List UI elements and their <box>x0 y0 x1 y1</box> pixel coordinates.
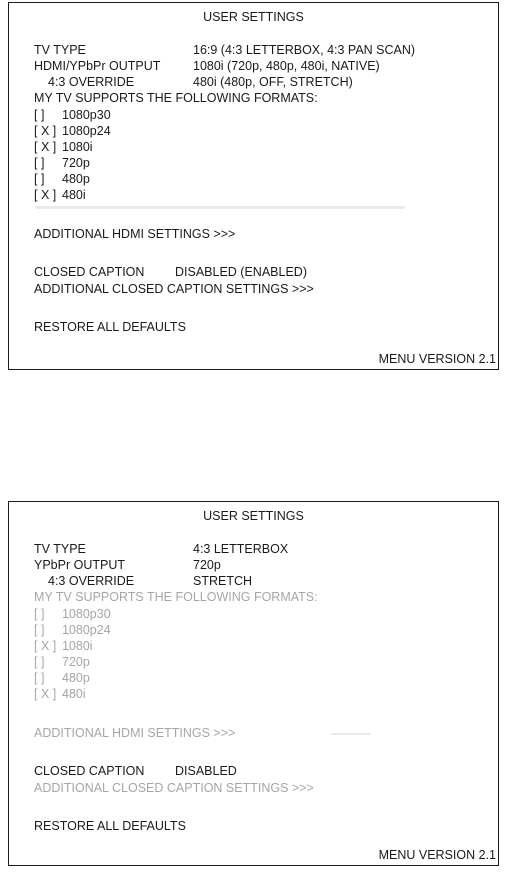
scan-artifact <box>35 206 405 209</box>
setting-output[interactable] <box>34 558 125 573</box>
settings-panel-ypbpr <box>8 501 499 866</box>
format-label: 480i <box>62 687 86 701</box>
cc-settings-link: ADDITIONAL CLOSED CAPTION SETTINGS >>> <box>34 781 314 795</box>
checkbox: [ ] <box>34 671 45 685</box>
checkbox[interactable]: [ ] <box>34 156 45 170</box>
format-item-480i <box>34 687 86 702</box>
format-item-480i[interactable] <box>34 188 86 203</box>
format-item-480p <box>34 671 90 686</box>
closed-caption-value[interactable]: DISABLED <box>175 764 237 778</box>
setting-tv-type[interactable] <box>34 542 86 557</box>
format-label: 1080p24 <box>62 124 111 138</box>
output-value[interactable]: 1080i (720p, 480p, 480i, NATIVE) <box>193 59 380 73</box>
setting-output[interactable] <box>34 59 160 74</box>
checkbox: [ ] <box>34 607 45 621</box>
closed-caption-value[interactable]: DISABLED (ENABLED) <box>175 265 307 279</box>
format-label: 720p <box>62 655 90 669</box>
format-label: 720p <box>62 156 90 170</box>
checkbox: [ ] <box>34 655 45 669</box>
restore-defaults-button[interactable]: RESTORE ALL DEFAULTS <box>34 320 186 334</box>
checkbox: [ X ] <box>34 687 57 701</box>
scan-artifact <box>331 733 371 735</box>
format-item-1080p24[interactable] <box>34 124 111 139</box>
panel-title: USER SETTINGS <box>203 10 304 24</box>
menu-version: MENU VERSION 2.1 <box>378 352 496 366</box>
setting-label: CLOSED CAPTION <box>34 764 145 778</box>
setting-override[interactable] <box>48 574 134 589</box>
format-item-480p[interactable] <box>34 172 90 187</box>
checkbox[interactable]: [ X ] <box>34 140 57 154</box>
override-value[interactable]: 480i (480p, OFF, STRETCH) <box>193 75 353 89</box>
format-item-720p <box>34 655 90 670</box>
setting-closed-caption[interactable] <box>34 764 144 779</box>
override-value[interactable]: STRETCH <box>193 574 253 588</box>
formats-heading: MY TV SUPPORTS THE FOLLOWING FORMATS: <box>34 590 318 604</box>
checkbox[interactable]: [ ] <box>34 172 45 186</box>
setting-label: 4:3 OVERRIDE <box>48 574 135 588</box>
format-item-1080i <box>34 639 93 654</box>
format-label: 1080i <box>62 639 93 653</box>
format-label: 480i <box>62 188 86 202</box>
cc-settings-link[interactable]: ADDITIONAL CLOSED CAPTION SETTINGS >>> <box>34 282 314 296</box>
setting-label: TV TYPE <box>34 542 86 556</box>
setting-override[interactable] <box>48 75 134 90</box>
tv-type-value[interactable]: 4:3 LETTERBOX <box>193 542 289 556</box>
setting-label: HDMI/YPbPr OUTPUT <box>34 59 161 73</box>
format-label: 480p <box>62 172 90 186</box>
tv-type-value[interactable]: 16:9 (4:3 LETTERBOX, 4:3 PAN SCAN) <box>193 43 416 57</box>
format-label: 1080p30 <box>62 108 111 122</box>
hdmi-settings-link: ADDITIONAL HDMI SETTINGS >>> <box>34 726 236 740</box>
setting-closed-caption[interactable] <box>34 265 144 280</box>
setting-tv-type[interactable] <box>34 43 86 58</box>
format-label: 1080i <box>62 140 93 154</box>
format-item-1080p30 <box>34 607 111 622</box>
format-item-720p[interactable] <box>34 156 90 171</box>
panel-title: USER SETTINGS <box>203 509 304 523</box>
checkbox[interactable]: [ X ] <box>34 188 57 202</box>
format-item-1080i[interactable] <box>34 140 93 155</box>
hdmi-settings-link[interactable]: ADDITIONAL HDMI SETTINGS >>> <box>34 227 236 241</box>
format-label: 1080p24 <box>62 623 111 637</box>
restore-defaults-button[interactable]: RESTORE ALL DEFAULTS <box>34 819 186 833</box>
format-item-1080p30[interactable] <box>34 108 111 123</box>
format-label: 480p <box>62 671 90 685</box>
checkbox: [ X ] <box>34 639 57 653</box>
output-value[interactable]: 720p <box>193 558 221 572</box>
checkbox[interactable]: [ ] <box>34 108 45 122</box>
menu-version: MENU VERSION 2.1 <box>378 848 496 862</box>
checkbox: [ ] <box>34 623 45 637</box>
formats-heading: MY TV SUPPORTS THE FOLLOWING FORMATS: <box>34 91 318 105</box>
checkbox[interactable]: [ X ] <box>34 124 57 138</box>
setting-label: 4:3 OVERRIDE <box>48 75 135 89</box>
setting-label: CLOSED CAPTION <box>34 265 145 279</box>
format-label: 1080p30 <box>62 607 111 621</box>
format-item-1080p24 <box>34 623 111 638</box>
setting-label: TV TYPE <box>34 43 86 57</box>
settings-panel-hdmi <box>8 2 499 370</box>
setting-label: YPbPr OUTPUT <box>34 558 125 572</box>
